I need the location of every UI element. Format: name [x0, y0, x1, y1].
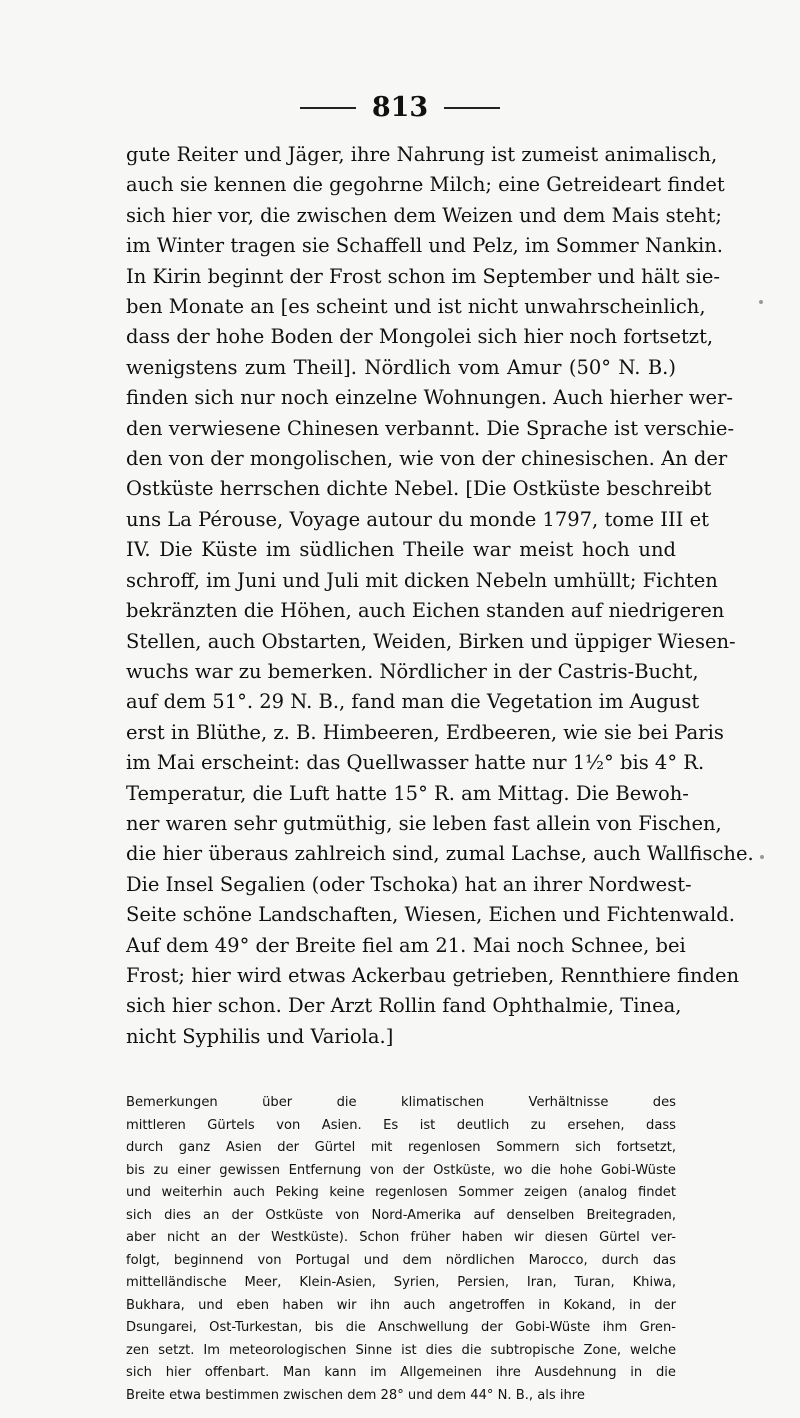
- footnote-line: mittleren Gürtels von Asien. Es ist deutlich zu ersehen, dass: [126, 1117, 676, 1133]
- body-text-line: gute Reiter und Jäger, ihre Nahrung ist zumeist animalisch,: [126, 143, 718, 166]
- body-text-line: nicht Syphilis und Variola.]: [126, 1024, 394, 1048]
- footnote-line: mittelländische Meer, Klein-Asien, Syrien, Persien, Iran, Turan, Khiwa,: [126, 1275, 676, 1290]
- body-text-line: Ostküste herrschen dichte Nebel. [Die Ostküste beschreibt: [126, 477, 712, 501]
- body-text-line: Frost; hier wird etwas Ackerbau getrieben, Rennthiere finden: [126, 963, 740, 987]
- footnote-line: Breite etwa bestimmen zwischen dem 28° und dem 44° N. B., als ihre: [126, 1387, 585, 1403]
- page-number: 813: [371, 92, 429, 123]
- footnote-line: Bukhara, und eben haben wir ihn auch angetroffen in Kokand, in der: [126, 1297, 676, 1313]
- footnote-text: [126, 1092, 676, 1407]
- body-text-line: Stellen, auch Obstarten, Weiden, Birken und üppiger Wiesen-: [126, 629, 736, 653]
- body-text-line: auch sie kennen die gegohrne Milch; eine Getreideart findet: [126, 173, 725, 197]
- body-text-line: In Kirin beginnt der Frost schon im September und hält sie-: [126, 264, 720, 288]
- body-text-line: sich hier schon. Der Arzt Rollin fand Ophthalmie, Tinea,: [126, 994, 682, 1018]
- body-text-line: bekränzten die Höhen, auch Eichen standen auf niedrigeren: [126, 599, 725, 623]
- body-text-line: schroff, im Juni und Juli mit dicken Nebeln umhüllt; Fichten: [126, 568, 718, 592]
- footnote-line: Bemerkungen über die klimatischen Verhältnisse des: [126, 1095, 676, 1110]
- body-text-line: Seite schöne Landschaften, Wiesen, Eichen und Fichtenwald.: [126, 903, 735, 927]
- body-text-line: Die Insel Segalien (oder Tschoka) hat an ihrer Nordwest-: [126, 872, 692, 896]
- body-text-line: wenigstens zum Theil]. Nördlich vom Amur (50° N. B.): [126, 355, 676, 379]
- body-text-line: ben Monate an [es scheint und ist nicht unwahrscheinlich,: [126, 295, 706, 319]
- footnote-line: sich dies an der Ostküste von Nord-Amerika auf denselben Breitegraden,: [126, 1207, 676, 1223]
- body-text-line: ner waren sehr gutmüthig, sie leben fast allein von Fischen,: [126, 811, 722, 835]
- body-text-line: IV. Die Küste im südlichen Theile war meist hoch und: [126, 538, 676, 562]
- footnote-line: und weiterhin auch Peking keine regenlosen Sommer zeigen (analog findet: [126, 1185, 676, 1200]
- body-text-line: wuchs war zu bemerken. Nördlicher in der Castris-Bucht,: [126, 659, 699, 683]
- body-text-line: dass der hohe Boden der Mongolei sich hier noch fortsetzt,: [126, 325, 714, 349]
- body-text-line: Auf dem 49° der Breite fiel am 21. Mai noch Schnee, bei: [126, 933, 686, 957]
- footnote-line: sich hier offenbart. Man kann im Allgemeinen ihre Ausdehnung in die: [126, 1365, 676, 1380]
- main-text: [126, 140, 754, 1052]
- body-text-line: auf dem 51°. 29 N. B., fand man die Vegetation im August: [126, 690, 700, 714]
- body-text-line: den verwiesene Chinesen verbannt. Die Sprache ist verschie-: [126, 416, 735, 440]
- footnote-line: aber nicht an der Westküste). Schon früher haben wir diesen Gürtel ver-: [126, 1230, 676, 1245]
- body-text-line: Temperatur, die Luft hatte 15° R. am Mittag. Die Bewoh-: [126, 781, 689, 805]
- footnote-line: durch ganz Asien der Gürtel mit regenlosen Sommern sich fortsetzt,: [126, 1140, 676, 1155]
- header-rule-left: [300, 107, 356, 109]
- header-rule-right: [444, 107, 500, 109]
- footnote-line: zen setzt. Im meteorologischen Sinne ist dies die subtropische Zone, welche: [126, 1342, 676, 1358]
- body-text-line: im Mai erscheint: das Quellwasser hatte nur 1½° bis 4° R.: [126, 751, 705, 775]
- footnote-line: bis zu einer gewissen Entfernung von der Ostküste, wo die hohe Gobi-Wüste: [126, 1162, 676, 1178]
- footnote-line: folgt, beginnend von Portugal und dem nördlichen Marocco, durch das: [126, 1252, 676, 1268]
- body-text-line: finden sich nur noch einzelne Wohnungen. Auch hierher wer-: [126, 386, 733, 410]
- body-text-line: uns La Pérouse, Voyage autour du monde 1797, tome III et: [126, 507, 709, 531]
- paper-speck: [760, 855, 764, 859]
- footnote-line: Dsungarei, Ost-Turkestan, bis die Anschwellung der Gobi-Wüste ihm Gren-: [126, 1320, 676, 1335]
- body-text-line: erst in Blüthe, z. B. Himbeeren, Erdbeeren, wie sie bei Paris: [126, 720, 724, 744]
- body-text-line: den von der mongolischen, wie von der chinesischen. An der: [126, 447, 728, 471]
- body-text-line: im Winter tragen sie Schaffell und Pelz, im Sommer Nankin.: [126, 234, 724, 258]
- body-text-line: sich hier vor, die zwischen dem Weizen und dem Mais steht;: [126, 203, 722, 227]
- page-header: [0, 92, 800, 123]
- body-text-line: die hier überaus zahlreich sind, zumal Lachse, auch Wallfische.: [126, 842, 754, 866]
- paper-speck: [759, 300, 763, 304]
